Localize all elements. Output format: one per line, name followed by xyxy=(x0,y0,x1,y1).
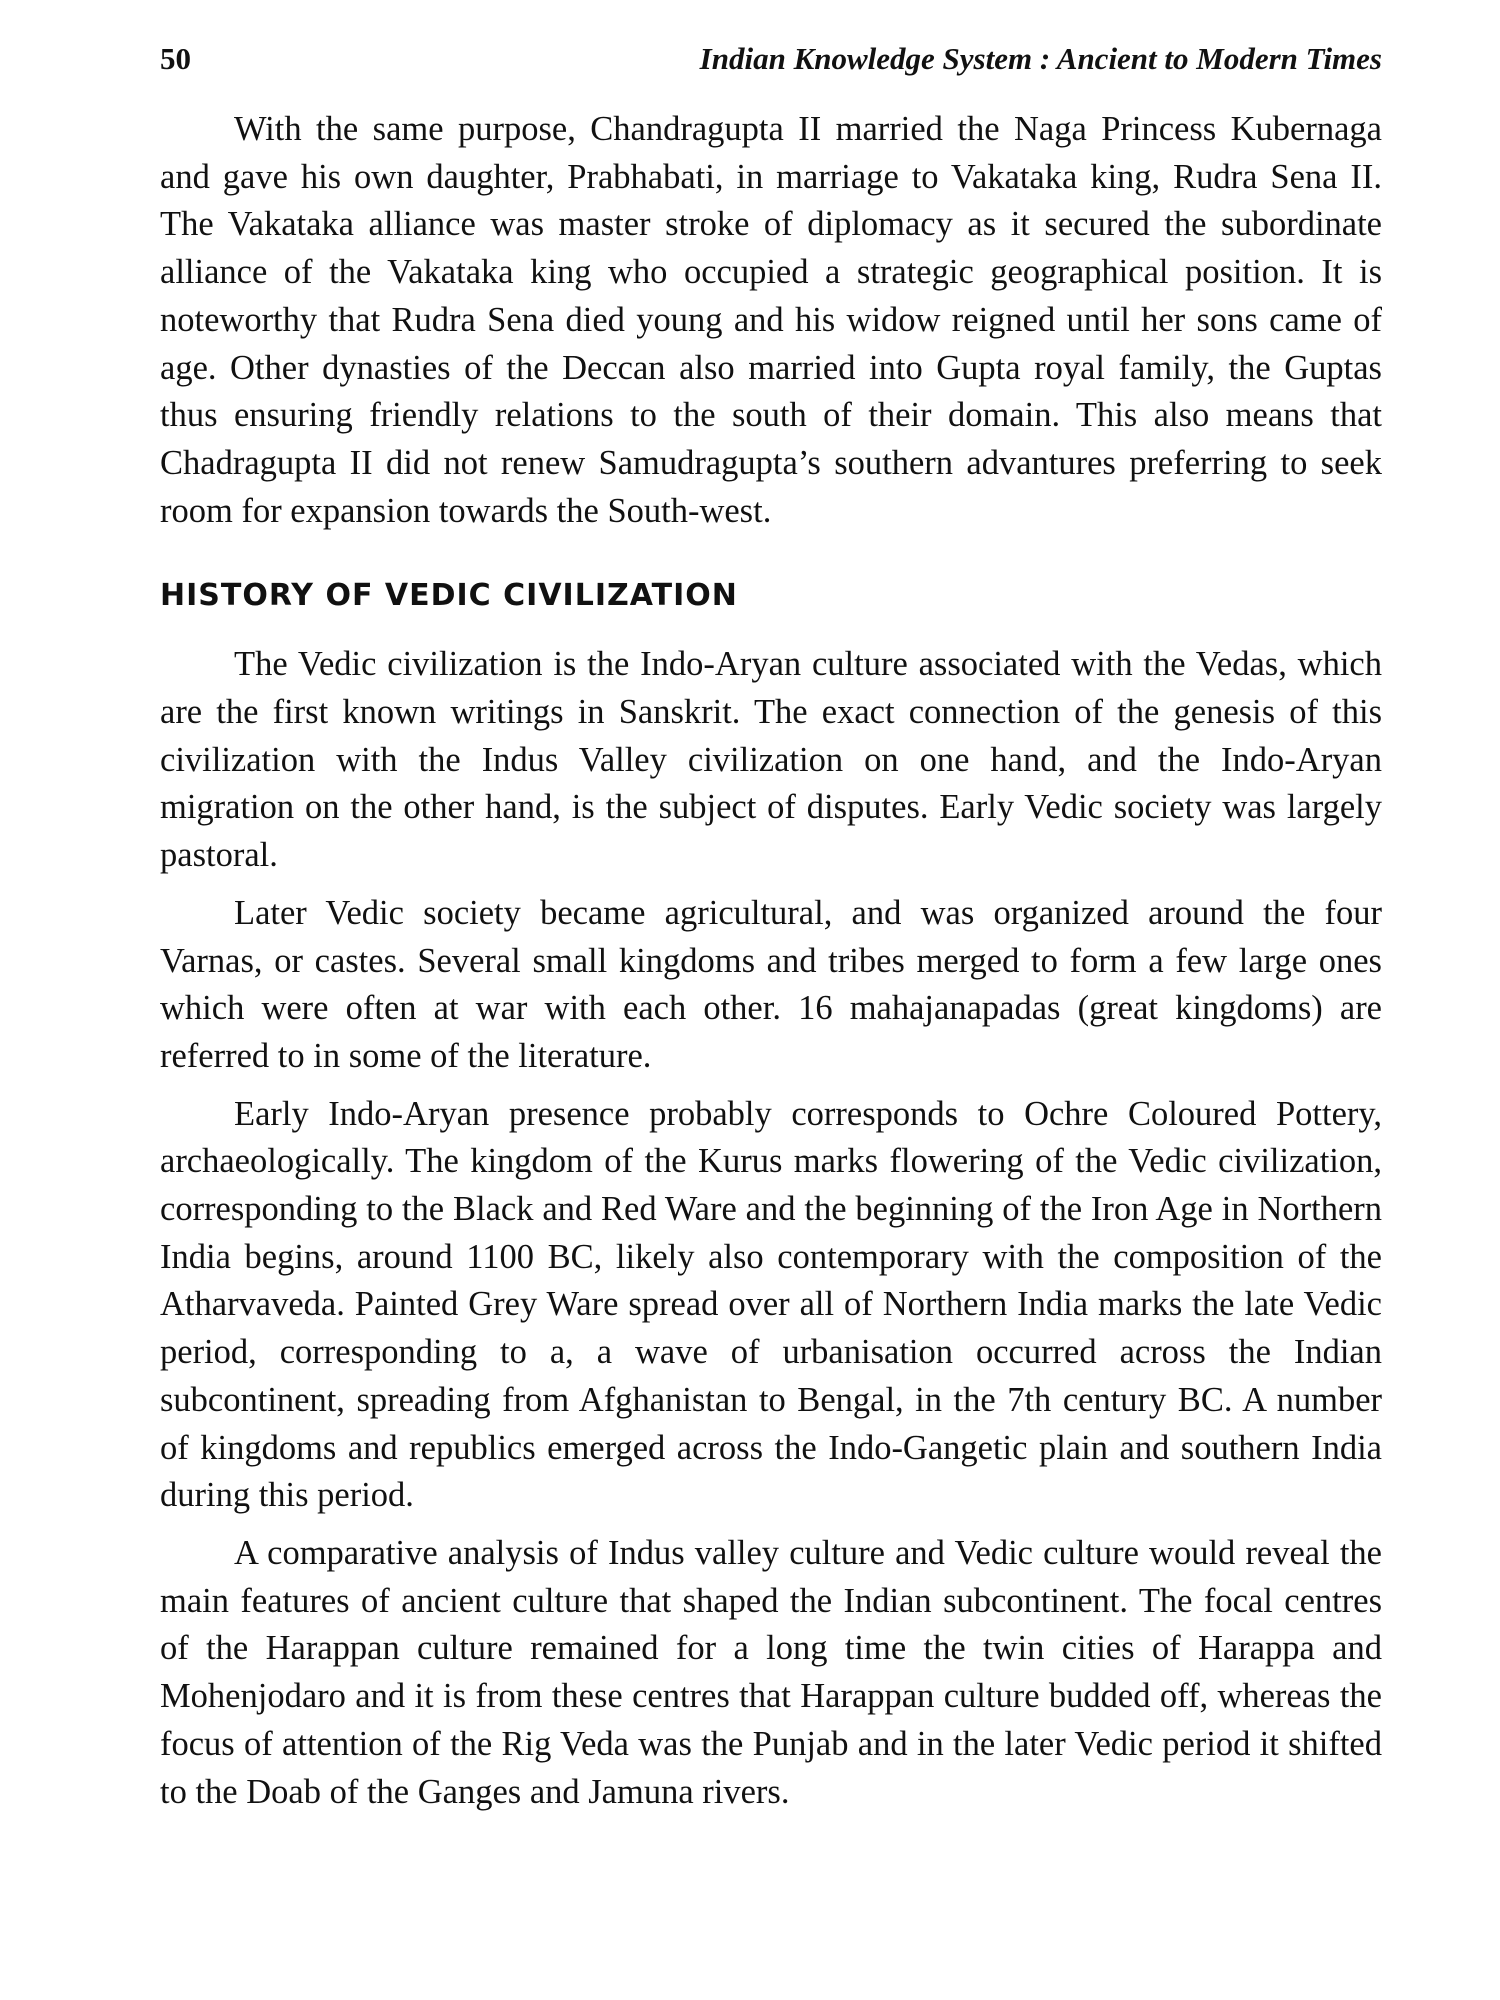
section-paragraph-4: A comparative analysis of Indus valley culture and Vedic culture would reveal the main features of ancient culture that shaped the Indian subcontinent. The focal centres of the Harappan culture remained for a long time the twin cities of Harappa and Mohenjodaro and it is from these centres that Harappan culture budded off, whereas the focus of attention of the Rig Veda was the Punjab and in the later Vedic period it shifted to the Doab of the Ganges and Jamuna rivers. xyxy=(160,1533,1382,1811)
section-paragraph-3: Early Indo-Aryan presence probably corresponds to Ochre Coloured Pottery, archaeologically. The kingdom of the Kurus marks flowering of the Vedic civilization, corresponding to the Black and Red Ware and the beginning of the Iron Age in Northern India begins, around 1100 BC, likely also contemporary with the composition of the Atharvaveda. Painted Grey Ware spread over all of Northern India marks the late Vedic period, corresponding to a, a wave of urbanisation occurred across the Indian subcontinent, spreading from Afghanistan to Bengal, in the 7th century BC. A number of kingdoms and republics emerged across the Indo-Gangetic plain and southern India during this period. xyxy=(160,1094,1382,1515)
page-number: 50 xyxy=(160,41,191,76)
book-title: Indian Knowledge System : Ancient to Modern Times xyxy=(699,41,1382,76)
section-paragraph-2: Later Vedic society became agricultural, and was organized around the four Varnas, or castes. Several small kingdoms and tribes merged to form a few large ones which were often at war with each other. 16 mahajanapadas (great kingdoms) are referred to in some of the literature. xyxy=(160,893,1382,1075)
book-page xyxy=(160,40,1382,1980)
section-paragraph-1: The Vedic civilization is the Indo-Aryan culture associated with the Vedas, which are the first known writings in Sanskrit. The exact connection of the genesis of this civilization with the Indus Valley civilization on one hand, and the Indo-Aryan migration on the other hand, is the subject of disputes. Early Vedic society was largely pastoral. xyxy=(160,645,1382,875)
running-header xyxy=(160,40,1382,78)
intro-paragraph: With the same purpose, Chandragupta II married the Naga Princess Kubernaga and gave his own daughter, Prabhabati, in marriage to Vakataka king, Rudra Sena II. The Vakataka alliance was master stroke of diplomacy as it secured the subordinate alliance of the Vakataka king who occupied a strategic geographical position. It is noteworthy that Rudra Sena died young and his widow reigned until her sons came of age. Other dynasties of the Deccan also married into Gupta royal family, the Guptas thus ensuring friendly relations to the south of their domain. This also means that Chadragupta II did not renew Samudragupta’s southern advantures preferring to seek room for expansion towards the South-west. xyxy=(160,110,1382,530)
section-heading: HISTORY OF VEDIC CIVILIZATION xyxy=(160,578,738,614)
